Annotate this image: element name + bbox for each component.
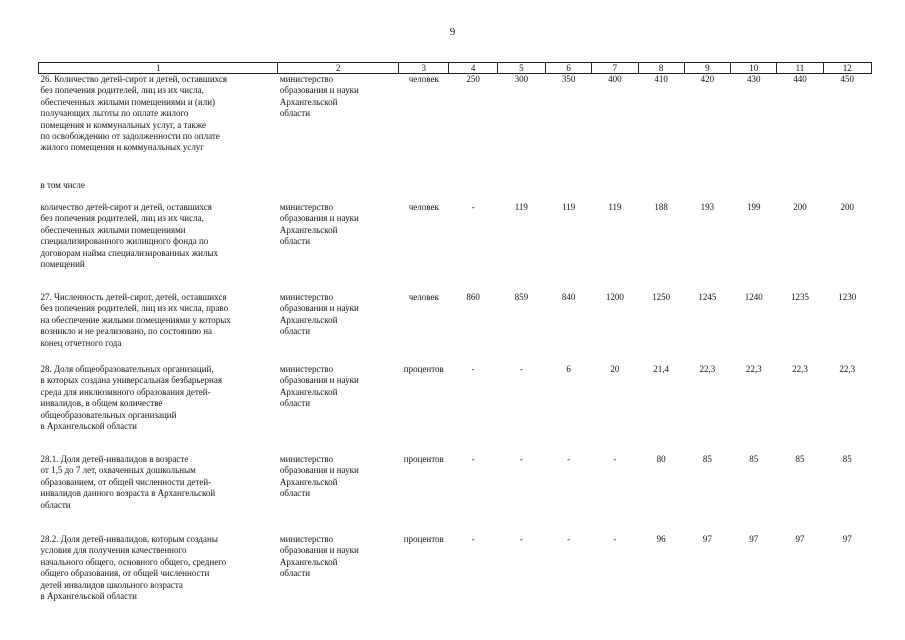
value-cell: 1245 — [698, 292, 717, 302]
value-cell: 97 — [842, 534, 852, 544]
indicator-name-line: договорам найма специализированных жилых — [40, 247, 218, 258]
indicator-name-line: 26. Количество детей-сирот и детей, оставшихся — [40, 74, 228, 84]
indicator-name-line: помещения и коммунальных услуг, а также — [40, 119, 206, 130]
value-cell: 200 — [840, 202, 855, 212]
value-cell: 1235 — [790, 292, 809, 302]
unit-cell: человек — [408, 202, 439, 212]
value-cell: 188 — [654, 202, 668, 212]
indicator-name-line: образованием, от общей численности детей- — [40, 476, 212, 487]
indicator-name-line: области — [40, 499, 71, 510]
indicator-name-line: помещений — [40, 259, 85, 270]
responsible-org-line: министерство — [279, 534, 334, 544]
responsible-org-line: министерство — [279, 364, 334, 374]
value-cell: 22,3 — [792, 364, 808, 374]
value-cell: - — [519, 534, 523, 544]
value-cell — [684, 180, 730, 202]
value-cell: 420 — [700, 74, 715, 84]
value-cell — [638, 180, 684, 202]
value-cell: 85 — [842, 454, 852, 464]
value-cell: 97 — [795, 534, 805, 544]
value-cell — [546, 180, 592, 202]
indicator-name-line: на обеспечение жилыми помещениями у которых — [40, 314, 231, 325]
responsible-org-line: министерство — [279, 202, 334, 212]
indicator-name-line: обеспеченных жилыми помещениями — [40, 224, 186, 235]
value-cell: 400 — [608, 74, 622, 84]
unit-cell: человек — [408, 74, 439, 84]
responsible-org-line: министерство — [279, 454, 334, 464]
value-cell: 6 — [566, 364, 571, 374]
indicator-name-line: по освобождению от задолженности по оплате — [40, 131, 220, 142]
responsible-org — [278, 454, 399, 534]
header-cell: 11 — [777, 63, 823, 74]
indicator-name-line: 28.2. Доля детей-инвалидов, которым созданы — [40, 534, 218, 544]
value-cell: 840 — [561, 292, 576, 302]
value-cell: - — [519, 364, 523, 374]
page-number: 9 — [449, 26, 456, 38]
table-row — [39, 364, 872, 454]
value-cell: 1250 — [652, 292, 671, 302]
responsible-org-line: образования и науки — [279, 213, 359, 224]
value-cell: - — [519, 454, 523, 464]
value-cell: 200 — [793, 202, 807, 212]
responsible-org-line: Архангельской — [279, 476, 338, 487]
indicator-name-line: инвалидов, в общем количестве — [40, 398, 163, 409]
value-cell: - — [471, 202, 475, 212]
value-cell: 193 — [700, 202, 715, 212]
indicator-name-line: начального общего, основного общего, среднего — [40, 556, 227, 567]
value-cell: 860 — [466, 292, 480, 302]
value-cell: 22,3 — [699, 364, 716, 374]
header-cell: 8 — [638, 63, 684, 74]
responsible-org-line: образования и науки — [279, 303, 359, 314]
responsible-org-line: области — [279, 108, 311, 119]
responsible-org — [278, 292, 399, 364]
value-cell: 20 — [610, 364, 620, 374]
value-cell: - — [567, 534, 571, 544]
indicator-name-line: от 1,5 до 7 лет, охваченных дошкольным — [40, 465, 196, 476]
value-cell: 1200 — [605, 292, 624, 302]
value-cell: 22,3 — [745, 364, 762, 374]
responsible-org-line: области — [279, 236, 311, 247]
value-cell: 430 — [746, 74, 761, 84]
value-cell — [497, 180, 545, 202]
indicator-name — [39, 454, 278, 534]
indicator-name-line: условия для получения качественного — [40, 545, 187, 556]
header-cell: 2 — [278, 63, 399, 74]
table-row — [39, 292, 872, 364]
responsible-org-line: министерство — [279, 292, 334, 302]
value-cell: 300 — [514, 74, 529, 84]
responsible-org-line: министерство — [279, 74, 334, 84]
value-cell: 21,4 — [653, 364, 670, 374]
indicator-name-line: среда для инклюзивного образования детей- — [40, 386, 211, 397]
indicator-name-line: обеспеченных жилыми помещениями и (или) — [40, 96, 216, 107]
indicator-name-line: жилого помещения и коммунальных услуг — [40, 142, 205, 153]
responsible-org-line: Архангельской — [279, 386, 338, 397]
table-row — [39, 534, 872, 614]
header-cell: 10 — [731, 63, 777, 74]
responsible-org-line: области — [279, 568, 311, 579]
header-cell: 4 — [449, 63, 497, 74]
responsible-org-line: области — [279, 326, 311, 337]
indicator-name-line: количество детей-сирот и детей, оставшихся — [40, 202, 212, 212]
indicator-name — [39, 292, 278, 364]
value-cell: 119 — [562, 202, 576, 212]
header-cell: 7 — [592, 63, 638, 74]
value-cell — [777, 180, 823, 202]
indicator-name-line: общего образования, от общей численности — [40, 568, 210, 579]
table-row — [39, 74, 872, 181]
unit-cell: человек — [408, 292, 439, 302]
responsible-org-line: Архангельской — [279, 556, 338, 567]
indicator-name-line: в Архангельской области — [40, 421, 137, 432]
value-cell: 859 — [514, 292, 529, 302]
responsible-org — [278, 202, 399, 292]
table-row — [39, 180, 872, 202]
header-cell: 9 — [684, 63, 730, 74]
indicator-name-line: 28.1. Доля детей-инвалидов в возрасте — [40, 454, 189, 464]
value-cell: 85 — [749, 454, 759, 464]
value-cell — [823, 180, 871, 202]
indicator-name-line: инвалидов данного возраста в Архангельской — [40, 488, 216, 499]
responsible-org-line: образования и науки — [279, 545, 359, 556]
value-cell: - — [471, 534, 475, 544]
value-cell: 85 — [702, 454, 712, 464]
header-cell: 5 — [497, 63, 545, 74]
value-cell: 85 — [795, 454, 805, 464]
value-cell: 199 — [746, 202, 761, 212]
value-cell: 1240 — [744, 292, 763, 302]
indicator-name — [39, 74, 278, 181]
indicator-name-line: общеобразовательных организаций — [40, 409, 177, 420]
unit-cell — [399, 180, 449, 202]
indicator-name-line: 27. Численность детей-сирот, детей, оставшихся — [40, 292, 227, 302]
value-cell: 1230 — [838, 292, 857, 302]
value-cell: - — [471, 454, 475, 464]
value-cell: 119 — [608, 202, 622, 212]
value-cell — [449, 180, 497, 202]
indicator-name-line: специализированного жилищного фонда по — [40, 236, 209, 247]
value-cell: 350 — [561, 74, 576, 84]
responsible-org-line: Архангельской — [279, 96, 338, 107]
value-cell: 250 — [466, 74, 480, 84]
value-cell — [592, 180, 638, 202]
header-row — [39, 63, 872, 74]
indicator-name-line: конец отчетного года — [40, 337, 122, 348]
value-cell: - — [613, 534, 617, 544]
header-cell: 3 — [399, 63, 449, 74]
indicator-name-line: получающих льготы по оплате жилого — [40, 108, 189, 119]
value-cell: 119 — [514, 202, 528, 212]
unit-cell: процентов — [403, 364, 444, 374]
responsible-org-line: Архангельской — [279, 224, 338, 235]
value-cell: 450 — [840, 74, 855, 84]
table-row — [39, 454, 872, 534]
indicator-name-line: детей инвалидов школьного возраста — [40, 579, 183, 590]
value-cell: 410 — [654, 74, 668, 84]
indicators-table — [38, 62, 872, 614]
responsible-org-line: Архангельской — [279, 314, 338, 325]
value-cell: 440 — [793, 74, 807, 84]
indicator-name — [39, 202, 278, 292]
value-cell: - — [567, 454, 571, 464]
indicator-name — [39, 180, 278, 202]
responsible-org-line: образования и науки — [279, 375, 359, 386]
header-cell: 6 — [546, 63, 592, 74]
value-cell: - — [471, 364, 475, 374]
value-cell: 96 — [656, 534, 666, 544]
responsible-org-line: области — [279, 488, 311, 499]
indicator-name-line: в которых создана универсальная безбарьерная — [40, 375, 222, 386]
indicator-name — [39, 364, 278, 454]
value-cell: 97 — [702, 534, 712, 544]
value-cell — [731, 180, 777, 202]
responsible-org-line: образования и науки — [279, 465, 359, 476]
table-row — [39, 202, 872, 292]
unit-cell: процентов — [403, 454, 444, 464]
indicator-name-line: без попечения родителей, лиц из их числа, — [40, 85, 204, 96]
indicator-name-line: в Архангельской области — [40, 591, 137, 602]
indicator-name-line: без попечения родителей, лиц из их числа, право — [40, 303, 229, 314]
value-cell: 22,3 — [839, 364, 856, 374]
value-cell: 80 — [656, 454, 666, 464]
value-cell: - — [613, 454, 617, 464]
header-cell: 12 — [823, 63, 871, 74]
value-cell: 97 — [749, 534, 759, 544]
responsible-org-line: области — [279, 398, 311, 409]
indicator-name — [39, 534, 278, 614]
header-cell: 1 — [39, 63, 278, 74]
responsible-org — [278, 74, 399, 181]
indicator-name-line: 28. Доля общеобразовательных организаций, — [40, 364, 214, 374]
responsible-org-line: образования и науки — [279, 85, 359, 96]
responsible-org — [278, 180, 399, 202]
responsible-org — [278, 364, 399, 454]
responsible-org — [278, 534, 399, 614]
indicator-name-line: в том числе — [40, 180, 85, 190]
unit-cell: процентов — [403, 534, 444, 544]
indicator-name-line: возникло и не реализовано, по состоянию на — [40, 326, 213, 337]
indicator-name-line: без попечения родителей, лиц из их числа, — [40, 213, 204, 224]
